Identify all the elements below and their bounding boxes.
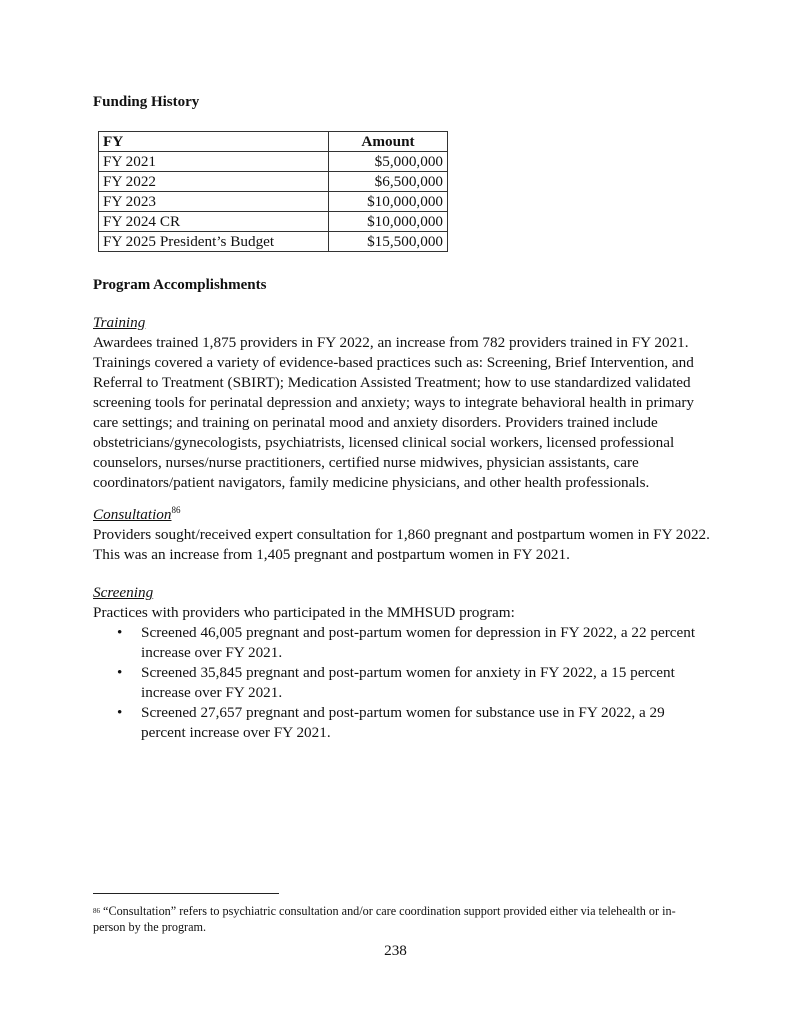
consultation-subheading: Consultation (93, 506, 172, 523)
table-row (99, 152, 448, 172)
list-item (117, 703, 713, 743)
footnote-text: “Consultation” refers to psychiatric consultation and/or care coordination support provided either via telehealth or in-person by the program. (93, 904, 676, 934)
list-item-text: Screened 46,005 pregnant and post-partum women for depression in FY 2022, a 22 percent increase over FY 2021. (141, 624, 696, 661)
footnote (93, 903, 703, 935)
bullet-icon: • (117, 624, 123, 641)
bullet-icon: • (117, 704, 123, 721)
funding-history-heading: Funding History (93, 94, 200, 110)
screening-intro: Practices with providers who participated in the MMHSUD program: (93, 604, 515, 621)
fy-cell: FY 2024 CR (99, 212, 329, 232)
screening-subheading: Screening (93, 584, 154, 601)
training-subheading: Training (93, 314, 146, 331)
fy-cell: FY 2023 (99, 192, 329, 212)
table-row (99, 192, 448, 212)
consultation-paragraph: Providers sought/received expert consultation for 1,860 pregnant and postpartum women in FY 2022. This was an increase from 1,405 pregnant and postpartum women in FY 2021. (93, 526, 710, 563)
table-row (99, 172, 448, 192)
amount-cell: $6,500,000 (329, 172, 448, 192)
amount-cell: $15,500,000 (329, 232, 448, 252)
fy-cell: FY 2021 (99, 152, 329, 172)
column-header-fy: FY (99, 132, 329, 152)
list-item (117, 663, 713, 703)
training-section (93, 313, 713, 493)
table-header-row (99, 132, 448, 152)
fy-cell: FY 2025 President’s Budget (99, 232, 329, 252)
amount-cell: $5,000,000 (329, 152, 448, 172)
table-row (99, 212, 448, 232)
list-item (117, 623, 713, 663)
program-accomplishments-heading: Program Accomplishments (93, 277, 267, 293)
screening-section (93, 583, 713, 743)
bullet-icon: • (117, 664, 123, 681)
page-number: 238 (384, 942, 407, 959)
list-item-text: Screened 27,657 pregnant and post-partum women for substance use in FY 2022, a 29 percent increase over FY 2021. (141, 704, 665, 741)
list-item-text: Screened 35,845 pregnant and post-partum women for anxiety in FY 2022, a 15 percent increase over FY 2021. (141, 664, 675, 701)
fy-cell: FY 2022 (99, 172, 329, 192)
amount-cell: $10,000,000 (329, 212, 448, 232)
footnote-divider (93, 893, 279, 894)
table-row (99, 232, 448, 252)
training-paragraph: Awardees trained 1,875 providers in FY 2022, an increase from 782 providers trained in FY 2021. Trainings covered a variety of evidence-based practices such as: Screening, Brief Intervention, and Referral to Treatment (SBIRT); Medication Assisted Treatment; how to use standardized validated screening tools for perinatal depression and anxiety; ways to integrate behavioral health in primary care settings; and training on perinatal mood and anxiety disorders. Providers trained include obstetricians/gynecologists, psychiatrists, licensed clinical social workers, licensed professional counselors, nurses/nurse practitioners, certified nurse midwives, physician assistants, care coordinators/patient navigators, family medicine physicians, and other health professionals. (93, 334, 694, 491)
funding-history-table (98, 131, 448, 252)
screening-bullet-list (93, 623, 713, 743)
column-header-amount: Amount (329, 132, 448, 152)
consultation-section (93, 505, 713, 565)
footnote-number: 86 (93, 907, 100, 915)
footnote-reference: 86 (171, 504, 181, 515)
amount-cell: $10,000,000 (329, 192, 448, 212)
